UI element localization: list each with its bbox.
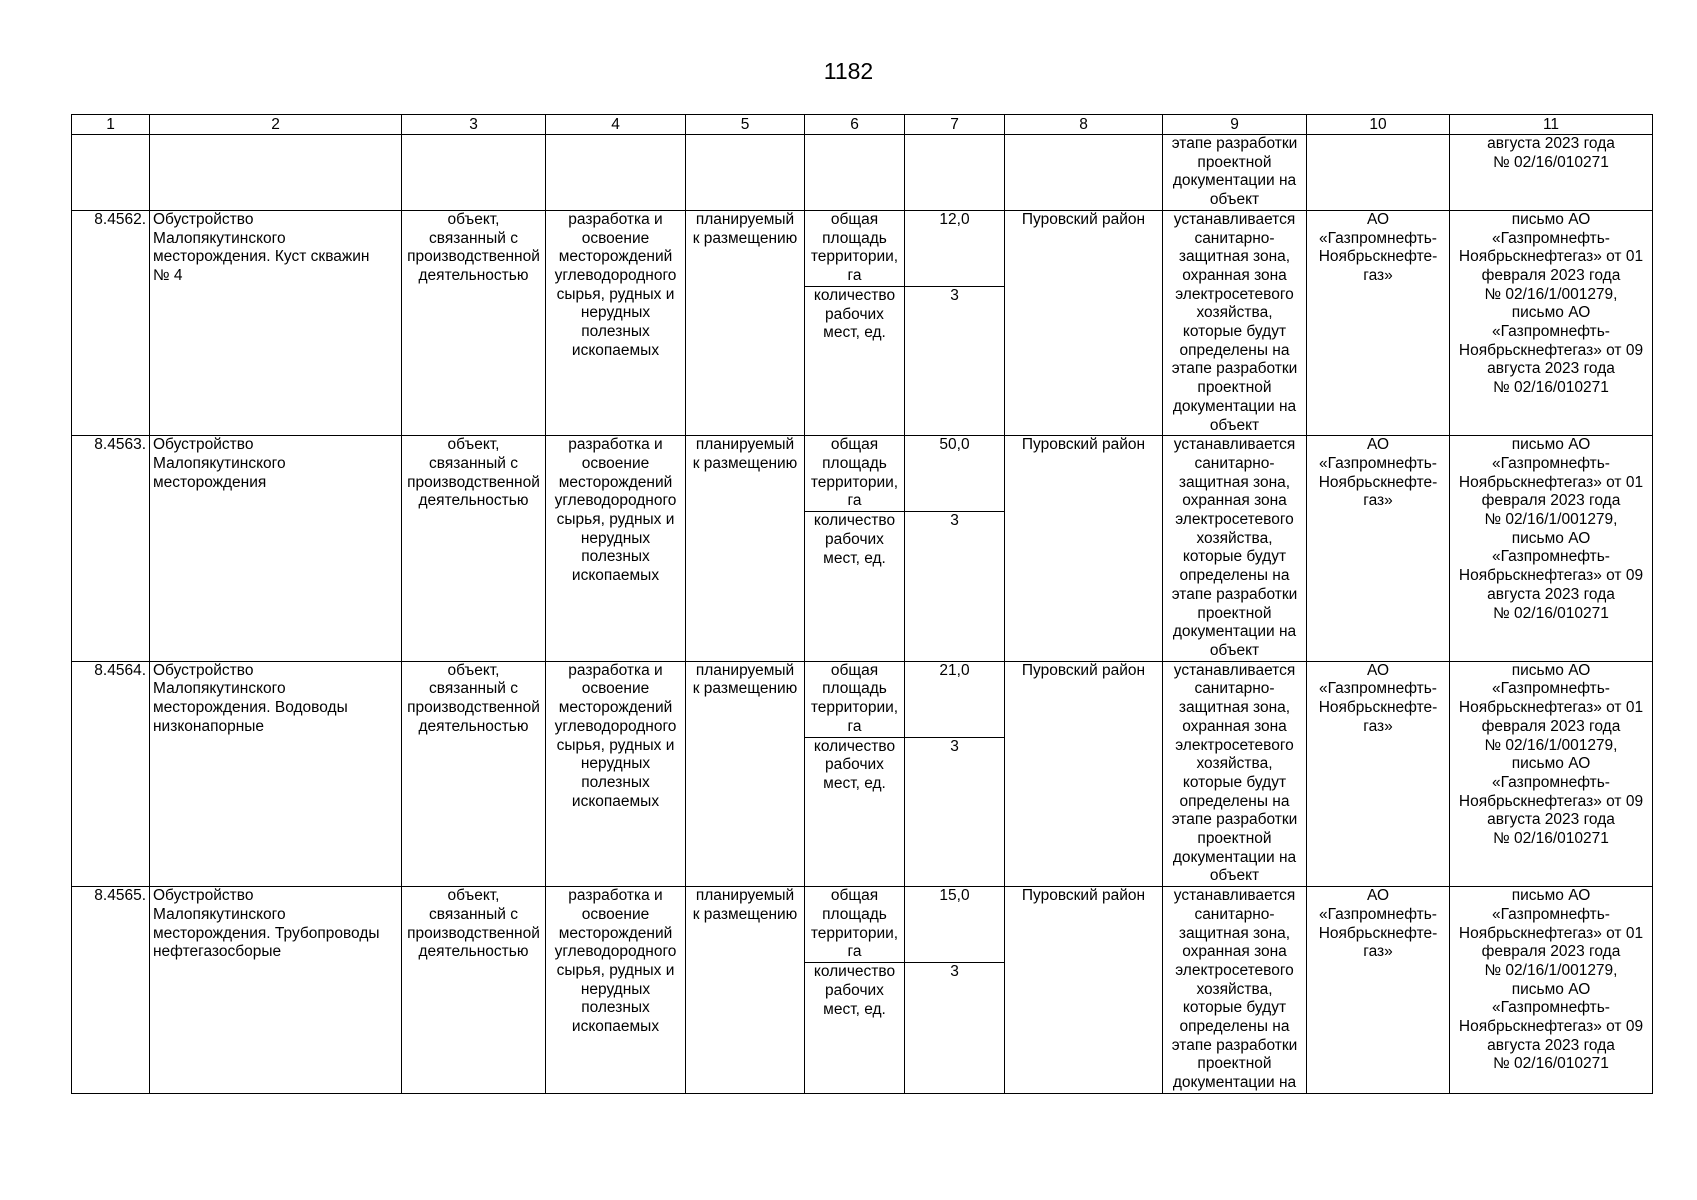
table-row — [72, 436, 1653, 512]
object-name: Обустройство Малопякутинского месторождения. Куст скважин № 4 — [150, 210, 402, 435]
table-row — [72, 661, 1653, 737]
column-number: 5 — [686, 115, 805, 135]
basis-cell: письмо АО «Газпромнефть- Ноябрьскнефтегаз» от 01 февраля 2023 года № 02/16/1/001279, письмо АО «Газпромнефть- Ноябрьскнефтегаз» от 09 августа 2023 года № 02/16/010271 — [1450, 436, 1653, 661]
object-status: планируемый к размещению — [686, 661, 805, 886]
zone-cell: устанавливается санитарно- защитная зона, охранная зона электросетевого хозяйства, которые будут определены на этапе разработки проектной документации на — [1163, 887, 1307, 1094]
characteristic-jobs: количество рабочих мест, ед. — [805, 286, 905, 435]
organization: АО «Газпромнефть- Ноябрьскнефте- газ» — [1307, 436, 1450, 661]
characteristic-jobs: количество рабочих мест, ед. — [805, 963, 905, 1094]
objects-table — [71, 114, 1653, 1094]
table-row — [72, 887, 1653, 963]
object-type: объект, связанный с производственной деятельностью — [402, 887, 546, 1094]
object-location: Пуровский район — [1005, 887, 1163, 1094]
column-number: 1 — [72, 115, 150, 135]
table-row — [72, 210, 1653, 286]
continuation-row — [72, 135, 1653, 211]
row-number: 8.4564. — [72, 661, 150, 886]
object-location: Пуровский район — [1005, 436, 1163, 661]
row-number: 8.4562. — [72, 210, 150, 435]
object-type: объект, связанный с производственной деятельностью — [402, 210, 546, 435]
column-number: 11 — [1450, 115, 1653, 135]
characteristic-area: общая площадь территории, га — [805, 210, 905, 286]
value-area: 21,0 — [905, 661, 1005, 737]
object-location: Пуровский район — [1005, 661, 1163, 886]
value-area: 50,0 — [905, 436, 1005, 512]
object-location: Пуровский район — [1005, 210, 1163, 435]
characteristic-area: общая площадь территории, га — [805, 887, 905, 963]
column-number: 2 — [150, 115, 402, 135]
organization: АО «Газпромнефть- Ноябрьскнефте- газ» — [1307, 661, 1450, 886]
column-number: 6 — [805, 115, 905, 135]
zone-cell: устанавливается санитарно- защитная зона, охранная зона электросетевого хозяйства, которые будут определены на этапе разработки проектной документации на объект — [1163, 661, 1307, 886]
basis-cell: письмо АО «Газпромнефть- Ноябрьскнефтегаз» от 01 февраля 2023 года № 02/16/1/001279, письмо АО «Газпромнефть- Ноябрьскнефтегаз» от 09 августа 2023 года № 02/16/010271 — [1450, 661, 1653, 886]
column-number: 8 — [1005, 115, 1163, 135]
basis-cell: письмо АО «Газпромнефть- Ноябрьскнефтегаз» от 01 февраля 2023 года № 02/16/1/001279, письмо АО «Газпромнефть- Ноябрьскнефтегаз» от 09 августа 2023 года № 02/16/010271 — [1450, 210, 1653, 435]
value-area: 15,0 — [905, 887, 1005, 963]
value-jobs: 3 — [905, 963, 1005, 1094]
basis-cell: письмо АО «Газпромнефть- Ноябрьскнефтегаз» от 01 февраля 2023 года № 02/16/1/001279, письмо АО «Газпромнефть- Ноябрьскнефтегаз» от 09 августа 2023 года № 02/16/010271 — [1450, 887, 1653, 1094]
column-number: 9 — [1163, 115, 1307, 135]
column-numbers-row — [72, 115, 1653, 135]
column-number: 7 — [905, 115, 1005, 135]
characteristic-jobs: количество рабочих мест, ед. — [805, 512, 905, 661]
organization: АО «Газпромнефть- Ноябрьскнефте- газ» — [1307, 210, 1450, 435]
row-number: 8.4563. — [72, 436, 150, 661]
object-name: Обустройство Малопякутинского месторождения. Трубопроводы нефтегазосборые — [150, 887, 402, 1094]
value-jobs: 3 — [905, 737, 1005, 886]
object-name: Обустройство Малопякутинского месторождения — [150, 436, 402, 661]
column-number: 4 — [546, 115, 686, 135]
object-status: планируемый к размещению — [686, 887, 805, 1094]
row-number: 8.4565. — [72, 887, 150, 1094]
value-area: 12,0 — [905, 210, 1005, 286]
object-name: Обустройство Малопякутинского месторождения. Водоводы низконапорные — [150, 661, 402, 886]
characteristic-area: общая площадь территории, га — [805, 661, 905, 737]
organization: АО «Газпромнефть- Ноябрьскнефте- газ» — [1307, 887, 1450, 1094]
zone-cell: этапе разработки проектной документации на объект — [1163, 135, 1307, 211]
object-status: планируемый к размещению — [686, 436, 805, 661]
object-purpose: разработка и освоение месторождений углеводородного сырья, рудных и нерудных полезных ископаемых — [546, 661, 686, 886]
object-type: объект, связанный с производственной деятельностью — [402, 436, 546, 661]
zone-cell: устанавливается санитарно- защитная зона, охранная зона электросетевого хозяйства, которые будут определены на этапе разработки проектной документации на объект — [1163, 436, 1307, 661]
value-jobs: 3 — [905, 286, 1005, 435]
zone-cell: устанавливается санитарно- защитная зона, охранная зона электросетевого хозяйства, которые будут определены на этапе разработки проектной документации на объект — [1163, 210, 1307, 435]
object-status: планируемый к размещению — [686, 210, 805, 435]
object-purpose: разработка и освоение месторождений углеводородного сырья, рудных и нерудных полезных ископаемых — [546, 436, 686, 661]
column-number: 3 — [402, 115, 546, 135]
characteristic-area: общая площадь территории, га — [805, 436, 905, 512]
value-jobs: 3 — [905, 512, 1005, 661]
basis-cell: августа 2023 года № 02/16/010271 — [1450, 135, 1653, 211]
object-purpose: разработка и освоение месторождений углеводородного сырья, рудных и нерудных полезных ископаемых — [546, 887, 686, 1094]
characteristic-jobs: количество рабочих мест, ед. — [805, 737, 905, 886]
object-purpose: разработка и освоение месторождений углеводородного сырья, рудных и нерудных полезных ископаемых — [546, 210, 686, 435]
column-number: 10 — [1307, 115, 1450, 135]
page-number: 1182 — [823, 58, 874, 84]
object-type: объект, связанный с производственной деятельностью — [402, 661, 546, 886]
